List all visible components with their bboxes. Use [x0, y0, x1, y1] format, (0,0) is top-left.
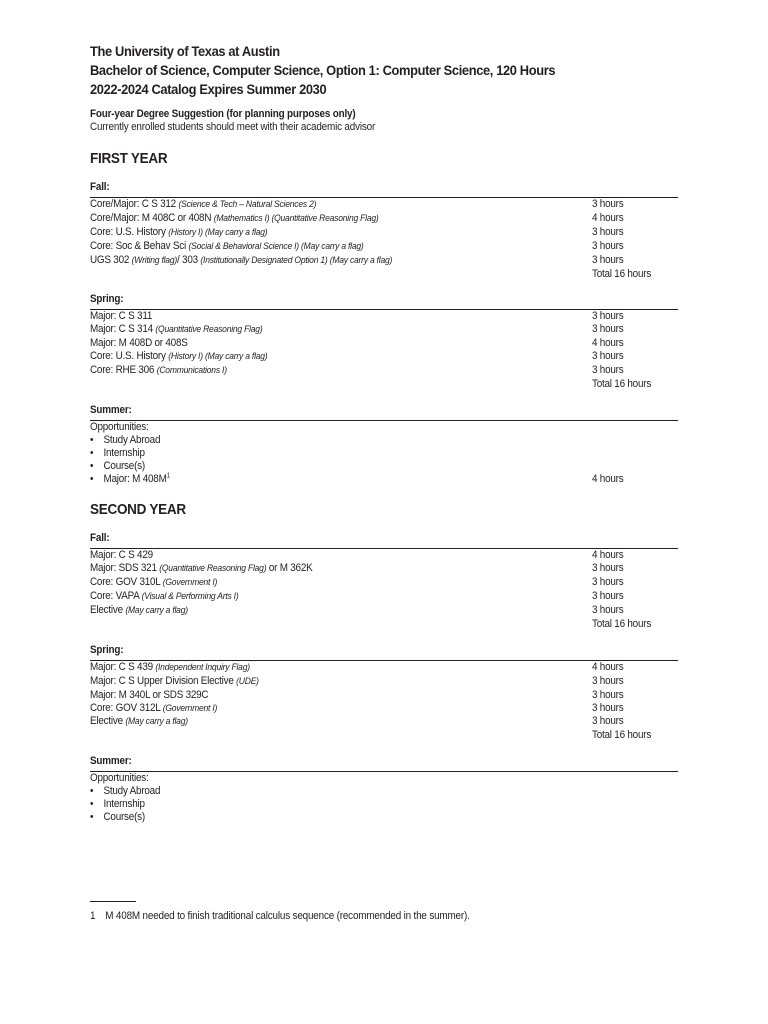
course-hours: 3 hours	[592, 715, 624, 728]
spring-label: Spring:	[90, 293, 124, 306]
course-code: Major: C S 311	[90, 310, 153, 323]
summer-label: Summer:	[90, 755, 132, 768]
summer-label: Summer:	[90, 403, 132, 416]
course-row	[90, 715, 678, 729]
course-note: (Writing flag)	[131, 254, 177, 266]
course-hours: 3 hours	[592, 590, 624, 603]
semester-total: Total 16 hours	[592, 267, 652, 280]
course-name	[90, 702, 542, 716]
course-row	[90, 661, 678, 675]
course-name	[90, 198, 542, 212]
course-code: Core: RHE 306	[90, 364, 157, 377]
course-hours: 4 hours	[592, 211, 624, 224]
total-spacer	[90, 378, 542, 391]
footnote-marker: 1	[166, 471, 170, 479]
course-hours: 3 hours	[592, 701, 624, 714]
total-row	[90, 618, 678, 631]
opportunity-hours	[592, 460, 669, 473]
course-row	[90, 364, 678, 378]
opportunity-name: Course(s)	[103, 811, 145, 823]
course-note: (Social & Behavioral Science I) (May carry a flag)	[188, 240, 364, 252]
course-code: Elective	[90, 604, 126, 617]
fall-label: Fall:	[90, 181, 110, 193]
course-hours: 3 hours	[592, 688, 624, 701]
course-name	[90, 549, 542, 562]
course-hours: 3 hours	[592, 310, 624, 323]
course-code: Core: U.S. History	[90, 225, 169, 238]
course-note: (Government I)	[162, 577, 218, 589]
opportunity-item	[90, 447, 678, 460]
opportunity-hours	[592, 785, 669, 798]
course-code: Major: M 340L or SDS 329C	[90, 688, 209, 701]
opportunity-hours	[592, 798, 669, 811]
course-note: (Science & Tech – Natural Sciences 2)	[178, 199, 317, 210]
course-hours: 4 hours	[592, 549, 624, 562]
year-heading: FIRST YEAR	[90, 150, 168, 167]
course-name	[90, 562, 542, 576]
total-spacer	[90, 729, 542, 742]
course-hours: 4 hours	[592, 337, 624, 350]
degree-title: Bachelor of Science, Computer Science, Option 1: Computer Science, 120 Hours	[90, 62, 556, 78]
opportunity-hours: 4 hours	[592, 472, 624, 485]
bullet-icon: •	[90, 811, 94, 823]
opportunities-label: Opportunities:	[90, 420, 149, 433]
bullet-icon: •	[90, 433, 94, 446]
course-name	[90, 254, 542, 268]
course-row	[90, 198, 678, 212]
semester-total: Total 16 hours	[592, 729, 652, 742]
course-code: Core: U.S. History	[90, 350, 169, 363]
course-code: Major: C S Upper Division Elective	[90, 674, 237, 687]
opportunity-item	[90, 473, 678, 486]
course-note: (May carry a flag)	[125, 605, 188, 617]
course-hours: 3 hours	[592, 604, 624, 617]
opportunity-text	[90, 447, 542, 460]
course-hours: 3 hours	[592, 323, 624, 336]
opportunity-name: Course(s)	[103, 459, 145, 472]
course-name	[90, 350, 542, 364]
opportunity-name: Study Abroad	[103, 433, 161, 446]
advisor-note: Currently enrolled students should meet with their academic advisor	[90, 121, 376, 133]
course-hours: 3 hours	[592, 674, 624, 687]
course-name	[90, 689, 542, 702]
course-note: (Government I)	[162, 702, 218, 714]
course-code: Core/Major: M 408C or 408N	[90, 211, 214, 224]
opportunity-hours	[592, 434, 669, 447]
course-name	[90, 661, 542, 675]
course-hours: 3 hours	[592, 350, 624, 363]
course-row	[90, 226, 678, 240]
opportunity-name: Internship	[103, 446, 145, 459]
opportunities-row	[90, 421, 678, 434]
footnote-divider	[90, 901, 136, 902]
total-spacer	[90, 618, 542, 631]
course-hours: 3 hours	[592, 364, 624, 377]
opportunity-item	[90, 798, 678, 811]
opportunity-text	[90, 473, 542, 486]
course-hours: 3 hours	[592, 562, 624, 575]
course-alt: / 303	[176, 253, 201, 266]
fall-label: Fall:	[90, 532, 110, 545]
course-note: (UDE)	[236, 675, 259, 687]
course-alt: or M 362K	[266, 562, 313, 575]
bullet-icon: •	[90, 798, 94, 811]
opportunity-item	[90, 785, 678, 798]
opportunity-item	[90, 434, 678, 447]
course-note: (History I) (May carry a flag)	[168, 351, 268, 363]
course-name	[90, 310, 542, 323]
opportunity-item	[90, 460, 678, 473]
bullet-icon: •	[90, 472, 94, 485]
course-row	[90, 702, 678, 716]
course-note: (May carry a flag)	[125, 716, 188, 728]
course-row	[90, 310, 678, 323]
course-name	[90, 576, 542, 590]
opportunities-row	[90, 772, 678, 785]
course-hours: 4 hours	[592, 660, 624, 673]
course-note: (Communications I)	[156, 365, 227, 377]
bullet-icon: •	[90, 459, 94, 472]
course-code: Major: C S 429	[90, 549, 153, 562]
course-row	[90, 350, 678, 364]
course-note: (Quantitative Reasoning Flag)	[155, 324, 263, 336]
course-code: Core: GOV 310L	[90, 576, 163, 589]
course-hours: 3 hours	[592, 576, 624, 589]
opportunity-item	[90, 811, 678, 824]
semester-total: Total 16 hours	[592, 377, 652, 390]
total-row	[90, 378, 678, 391]
opportunity-hours	[592, 811, 669, 824]
course-row	[90, 675, 678, 689]
course-row	[90, 576, 678, 590]
course-name	[90, 212, 542, 226]
years-container	[90, 150, 678, 824]
course-note: (History I) (May carry a flag)	[168, 226, 268, 238]
suggestion-heading: Four-year Degree Suggestion (for planning purposes only)	[90, 108, 356, 120]
footnote-text: M 408M needed to finish traditional calculus sequence (recommended in the summer).	[105, 910, 470, 922]
course-row	[90, 689, 678, 702]
course-row	[90, 562, 678, 576]
course-row	[90, 323, 678, 337]
degree-plan-page	[90, 42, 678, 824]
course-hours: 3 hours	[592, 239, 624, 252]
total-row	[90, 268, 678, 281]
course-code: UGS 302	[90, 253, 132, 266]
university-title: The University of Texas at Austin	[90, 43, 280, 59]
course-row	[90, 590, 678, 604]
course-row	[90, 240, 678, 254]
footnote	[90, 910, 470, 923]
opportunity-text	[90, 785, 542, 798]
course-name	[90, 715, 542, 729]
opportunity-name: Internship	[103, 798, 145, 811]
course-name	[90, 337, 542, 350]
course-name	[90, 590, 542, 604]
course-code: Major: C S 314	[90, 323, 156, 336]
course-note: (Independent Inquiry Flag)	[155, 661, 250, 673]
footnote-number: 1	[90, 910, 96, 922]
course-name	[90, 604, 542, 618]
opportunity-name: Major: M 408M	[103, 472, 167, 485]
bullet-icon: •	[90, 785, 94, 798]
course-note: (Visual & Performing Arts I)	[141, 591, 239, 603]
opportunity-text	[90, 434, 542, 447]
course-row	[90, 212, 678, 226]
opportunities-label: Opportunities:	[90, 772, 149, 785]
opportunity-text	[90, 798, 542, 811]
bullet-icon: •	[90, 446, 94, 459]
course-name	[90, 364, 542, 378]
course-note: (Quantitative Reasoning Flag)	[159, 563, 267, 575]
opportunity-text	[90, 460, 542, 473]
course-hours: 3 hours	[592, 253, 624, 266]
course-code: Core: VAPA	[90, 590, 142, 603]
year-heading: SECOND YEAR	[90, 501, 186, 519]
total-row	[90, 729, 678, 742]
spring-label: Spring:	[90, 643, 124, 656]
course-name	[90, 675, 542, 689]
course-code: Core: Soc & Behav Sci	[90, 239, 189, 252]
course-row	[90, 337, 678, 350]
course-hours: 3 hours	[592, 198, 624, 210]
opportunity-hours	[592, 447, 669, 460]
course-code: Elective	[90, 715, 126, 728]
course-row	[90, 604, 678, 618]
total-spacer	[90, 268, 542, 281]
course-code: Core: GOV 312L	[90, 701, 163, 714]
course-hours: 3 hours	[592, 225, 624, 238]
course-row	[90, 254, 678, 268]
course-name	[90, 226, 542, 240]
course-name	[90, 240, 542, 254]
course-code: Major: SDS 321	[90, 562, 160, 575]
course-note-2: (Institutionally Designated Option 1) (May carry a flag)	[200, 254, 393, 266]
course-name	[90, 323, 542, 337]
course-code: Major: M 408D or 408S	[90, 337, 188, 350]
course-code: Core/Major: C S 312	[90, 198, 179, 210]
course-row	[90, 549, 678, 562]
course-note: (Mathematics I) (Quantitative Reasoning Flag)	[213, 212, 379, 224]
opportunity-text	[90, 811, 542, 824]
catalog-title: 2022-2024 Catalog Expires Summer 2030	[90, 81, 327, 97]
course-code: Major: C S 439	[90, 660, 156, 673]
semester-total: Total 16 hours	[592, 617, 652, 630]
opportunity-name: Study Abroad	[103, 785, 161, 798]
